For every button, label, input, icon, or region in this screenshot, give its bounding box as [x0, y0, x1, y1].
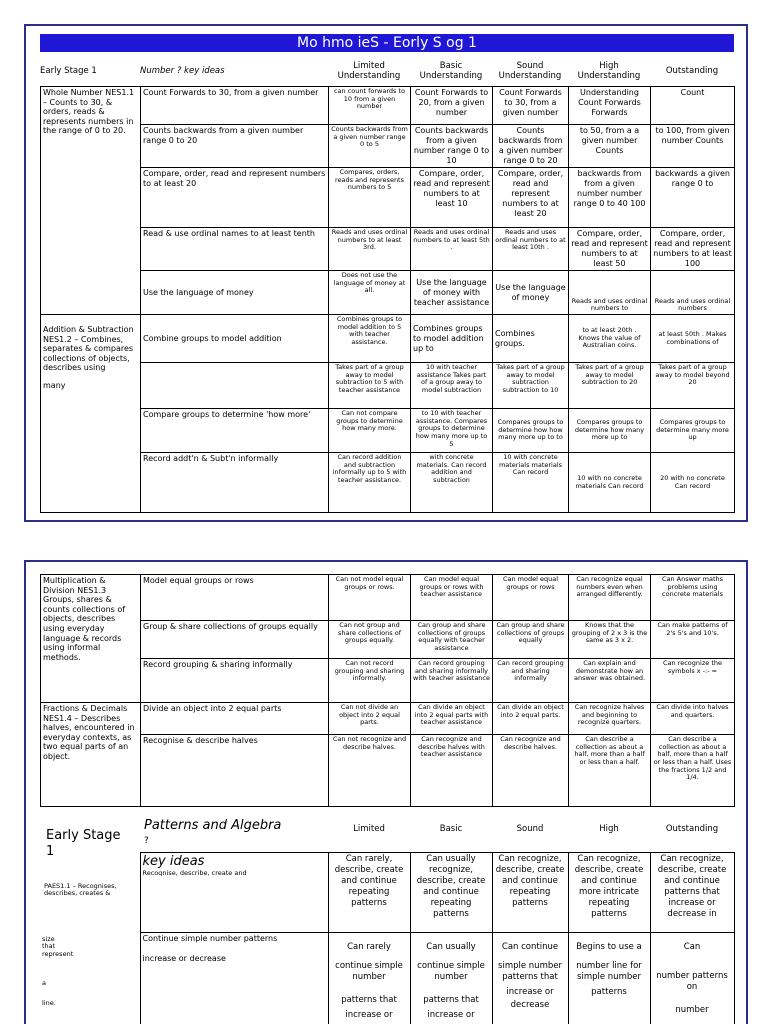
key-idea: Compare, order, read and represent numbers to at least 20 [141, 168, 329, 228]
strand-desc: many [43, 380, 66, 390]
cell-limited: Can not divide an object into 2 equal parts. [329, 703, 411, 735]
cell-outstanding: to 100, from given number Counts [651, 125, 735, 168]
strand-desc-2: the range of 0 to 20. [43, 126, 126, 136]
cell-high: Can recognize halves and beginning to recognize quarters. [569, 703, 651, 735]
cell-basic [410, 933, 492, 1024]
patterns-mark: ? [144, 836, 149, 846]
cell-line: continue simple number [335, 961, 403, 983]
key-idea: Use the language of money [141, 271, 329, 315]
cell-basic: Counts backwards from a given number range 0 to 10 [411, 125, 493, 168]
strand-fractions-decimals: Fractions & Decimals NES1.4 – Describes halves, encountered in everyday contexts, as two equal parts of an object. [41, 703, 141, 807]
patterns-strand-code: PAES1.1 – Recognises, describes, creates & [44, 881, 117, 898]
cell-basic: Reads and uses ordinal numbers to at least 5th . [411, 228, 493, 271]
patterns-stage: Early Stage 1 [46, 828, 121, 859]
cell-limited: Can record addition and subtraction informally up to 5 with teacher assistance. [329, 453, 411, 513]
cell-line: number patterns on [656, 971, 728, 993]
key-idea-line: increase or decrease [142, 954, 226, 963]
header-sound: Sound [516, 823, 544, 834]
cell-outstanding: Can recognize the symbols x -:- = [651, 659, 735, 703]
cell-basic: Count Forwards to 20, from a given number [411, 87, 493, 125]
cell-line: patterns [591, 987, 627, 998]
side-word: line. [42, 999, 56, 1008]
cell-line: Can [683, 942, 701, 952]
cell-limited: Can not compare groups to determine how many more. [329, 409, 411, 453]
cell-high: Takes part of a group away to model subtraction to 20 [569, 363, 651, 409]
cell-outstanding: Can describe a collection as about a half, more than a half or less than a half. Uses the fractions 1/2 and 1/4. [651, 735, 735, 807]
cell-limited: Can not model equal groups or rows. [329, 575, 411, 621]
cell-sound: Can record grouping and sharing informally [493, 659, 569, 703]
cell-outstanding: backwards a given range 0 to [651, 168, 735, 228]
key-idea [141, 363, 329, 409]
document-page-2 [24, 560, 748, 1024]
patterns-key-ideas: key ideas [142, 854, 205, 869]
cell-outstanding: Compares groups to determine many more up [651, 409, 735, 453]
cell-outstanding: Count [651, 87, 735, 125]
key-idea: Compare groups to determine 'how more' [141, 409, 329, 453]
key-idea: Combine groups to model addition [141, 315, 329, 363]
cell-basic: Can usually recognize, describe, create and continue repeating patterns [410, 853, 492, 933]
cell-high [568, 933, 650, 1024]
patterns-header-row [328, 820, 734, 838]
cell-high: to 50, from a a given number Counts [569, 125, 651, 168]
cell-limited: Can rarely, describe, create and continue repeating patterns [328, 853, 410, 933]
cell-line: decrease [510, 1000, 550, 1011]
cell-line: increase or [345, 1010, 393, 1021]
cell-outstanding: Can Answer maths problems using concrete materials [651, 575, 735, 621]
cell-line: Can rarely [347, 942, 391, 952]
key-idea: Recognise & describe halves [141, 735, 329, 807]
strand-title: Whole Number NES1.1 [43, 88, 135, 97]
cell-sound: Counts backwards from a given number range 0 to 20 [493, 125, 569, 168]
cell-outstanding: at least 50th . Makes combinations of [651, 315, 735, 363]
header-outstanding: Outstanding [665, 823, 719, 834]
header-high: High [599, 823, 619, 834]
strand-desc: – Counts to 30, & orders, reads & represents numbers in [43, 97, 134, 126]
cell-basic: Can divide an object into 2 equal parts with teacher assistance [411, 703, 493, 735]
header-limited: Limited [353, 823, 385, 834]
cell-outstanding: Reads and uses ordinal numbers [651, 271, 735, 315]
header-sound: Sound Understanding [498, 60, 562, 81]
patterns-table [40, 852, 735, 1024]
cell-limited: can count forwards to 10 from a given number [329, 87, 411, 125]
header-basic: Basic Understanding [419, 60, 483, 81]
cell-line: Begins to use a [576, 942, 642, 952]
cell-line: number [675, 1005, 709, 1016]
cell-limited: Reads and uses ordinal numbers to at least 3rd. [329, 228, 411, 271]
cell-basic: with concrete materials. Can record addition and subtraction [411, 453, 493, 513]
side-word: size [42, 934, 55, 943]
header-basic: Basic [439, 823, 463, 834]
cell-basic: Can model equal groups or rows with teacher assistance [411, 575, 493, 621]
cell-high: Reads and uses ordinal numbers to [569, 271, 651, 315]
cell-high: Can recognize equal numbers even when arranged differently. [569, 575, 651, 621]
cell-basic: Can record grouping and sharing informally with teacher assistance [411, 659, 493, 703]
cell-sound: Takes part of a group away to model subtraction subtraction to 10 [493, 363, 569, 409]
cell-high: Can explain and demonstrate how an answer was obtained. [569, 659, 651, 703]
cell-limited: Can not recognize and describe halves. [329, 735, 411, 807]
key-idea: Counts backwards from a given number range 0 to 20 [141, 125, 329, 168]
cell-high: backwards from from a given number number range 0 to 40 100 [569, 168, 651, 228]
side-word: that [42, 942, 56, 951]
cell-sound: Count Forwards to 30, from a given number [493, 87, 569, 125]
key-idea [140, 933, 328, 1024]
cell-sound: Can recognize, describe, create and continue repeating patterns [492, 853, 568, 933]
cell-line: patterns that [423, 995, 479, 1006]
cell-outstanding: Takes part of a group away to model beyond 20 [651, 363, 735, 409]
cell-basic: Combines groups to model addition up to [411, 315, 493, 363]
cell-sound: Can model equal groups or rows [493, 575, 569, 621]
patterns-heading: Patterns and Algebra [144, 818, 282, 833]
multiplication-fractions-table [40, 574, 735, 807]
cell-outstanding: 20 with no concrete Can record [651, 453, 735, 513]
side-word: represent [42, 949, 74, 958]
cell-outstanding: Can divide into halves and quarters. [651, 703, 735, 735]
cell-outstanding: Compare, order, read and represent numbers to at least 100 [651, 228, 735, 271]
cell-sound: Compare, order, read and represent numbers to at least 20 [493, 168, 569, 228]
strand-multiplication-division: Multiplication & Division NES1.3 Groups, shares & counts collections of objects, describes using everyday language & records using informal methods. [41, 575, 141, 703]
cell-sound: Combines groups. [493, 315, 569, 363]
cell-limited: Can not record grouping and sharing informally. [329, 659, 411, 703]
cell-sound: Can divide an object into 2 equal parts. [493, 703, 569, 735]
cell-high: to at least 20th . Knows the value of Australian coins. [569, 315, 651, 363]
cell-outstanding: Can recognize, describe, create and continue patterns that increase or decrease in [650, 853, 734, 933]
cell-outstanding [650, 933, 734, 1024]
side-word: a [42, 979, 46, 988]
cell-sound: Use the language of money [493, 271, 569, 315]
key-idea: Divide an object into 2 equal parts [141, 703, 329, 735]
cell-outstanding: Can make patterns of 2's 5's and 10's. [651, 621, 735, 659]
header-outstanding: Outstanding [665, 65, 719, 76]
patterns-side-cell [40, 933, 140, 1024]
cell-line: number line for simple number [576, 961, 642, 983]
cell-limited: Does not use the language of money at all. [329, 271, 411, 315]
strand-title: Addition & Subtraction NES1.2 – Combines, separates & compares collections of objects, describes using [43, 325, 134, 373]
cell-basic: Can group and share collections of groups equally with teacher assistance [411, 621, 493, 659]
patterns-key-ideas-cell [140, 853, 328, 933]
key-idea-line: Continue simple number patterns [142, 934, 278, 943]
key-idea: Record addt'n & Subt'n informally [141, 453, 329, 513]
cell-basic: Use the language of money with teacher assistance [411, 271, 493, 315]
cell-limited: Combines groups to model addition to 5 with teacher assistance. [329, 315, 411, 363]
header-limited: Limited Understanding [337, 60, 401, 81]
cell-line: Can continue [501, 942, 559, 952]
key-idea: Count Forwards to 30, from a given number [141, 87, 329, 125]
cell-high: Compares groups to determine how many more up to [569, 409, 651, 453]
key-idea: Group & share collections of groups equally [141, 621, 329, 659]
cell-basic: Compare, order, read and represent numbers to at least 10 [411, 168, 493, 228]
cell-basic: Can recognize and describe halves with teacher assistance [411, 735, 493, 807]
key-idea: Record grouping & sharing informally [141, 659, 329, 703]
header-stage: Early Stage 1 [40, 65, 97, 76]
header-high: High Understanding [577, 60, 641, 81]
cell-line: patterns that [341, 995, 397, 1006]
cell-basic: to 10 with teacher assistance. Compares groups to determine how many more up to 5 [411, 409, 493, 453]
key-idea: Read & use ordinal names to at least tenth [141, 228, 329, 271]
cell-high: Knows that the grouping of 2 x 3 is the same as 3 x 2. [569, 621, 651, 659]
cell-line: Can usually [426, 942, 476, 952]
cell-high: Compare, order, read and represent numbers to at least 50 [569, 228, 651, 271]
number-table [40, 86, 735, 513]
cell-sound [492, 933, 568, 1024]
cell-sound: Compares groups to determine how how many more up to to [493, 409, 569, 453]
cell-limited: Can not group and share collections of groups equally. [329, 621, 411, 659]
cell-sound: Reads and uses ordinal numbers to at least 10th . [493, 228, 569, 271]
cell-line: increase or [427, 1010, 475, 1021]
cell-sound: 10 with concrete materials materials Can record [493, 453, 569, 513]
cell-high: Can describe a collection as about a half, more than a half or less than a half. [569, 735, 651, 807]
strand-addition-subtraction [41, 315, 141, 513]
strand-whole-number [41, 87, 141, 315]
key-idea: Model equal groups or rows [141, 575, 329, 621]
cell-sound: Can group and share collections of groups equally [493, 621, 569, 659]
document-page-1 [24, 24, 748, 522]
cell-line: increase or [506, 987, 554, 998]
cell-limited: Compares, orders, reads and represents numbers to 5 [329, 168, 411, 228]
cell-line: continue simple number [417, 961, 485, 983]
cell-high: Can recognize, describe, create and continue more intricate repeating patterns [568, 853, 650, 933]
cell-limited: Takes part of a group away to model subtraction to 5 with teacher assistance [329, 363, 411, 409]
header-key-ideas: Number ? key ideas [140, 65, 225, 76]
cell-line: simple number patterns that [498, 961, 562, 983]
cell-limited: Counts backwards from a given number range 0 to 5 [329, 125, 411, 168]
column-header-row [40, 58, 734, 84]
cell-high: Understanding Count Forwards Forwards [569, 87, 651, 125]
cell-basic: 10 with teacher assistance Takes part of a group away to model subtraction [411, 363, 493, 409]
patterns-key-sub: Recognise, describe, create and [142, 870, 247, 876]
page-title: Mo hmo ieS - Eorly S og 1 [40, 34, 734, 52]
cell-sound: Can recognize and describe halves. [493, 735, 569, 807]
cell-limited [328, 933, 410, 1024]
cell-high: 10 with no concrete materials Can record [569, 453, 651, 513]
